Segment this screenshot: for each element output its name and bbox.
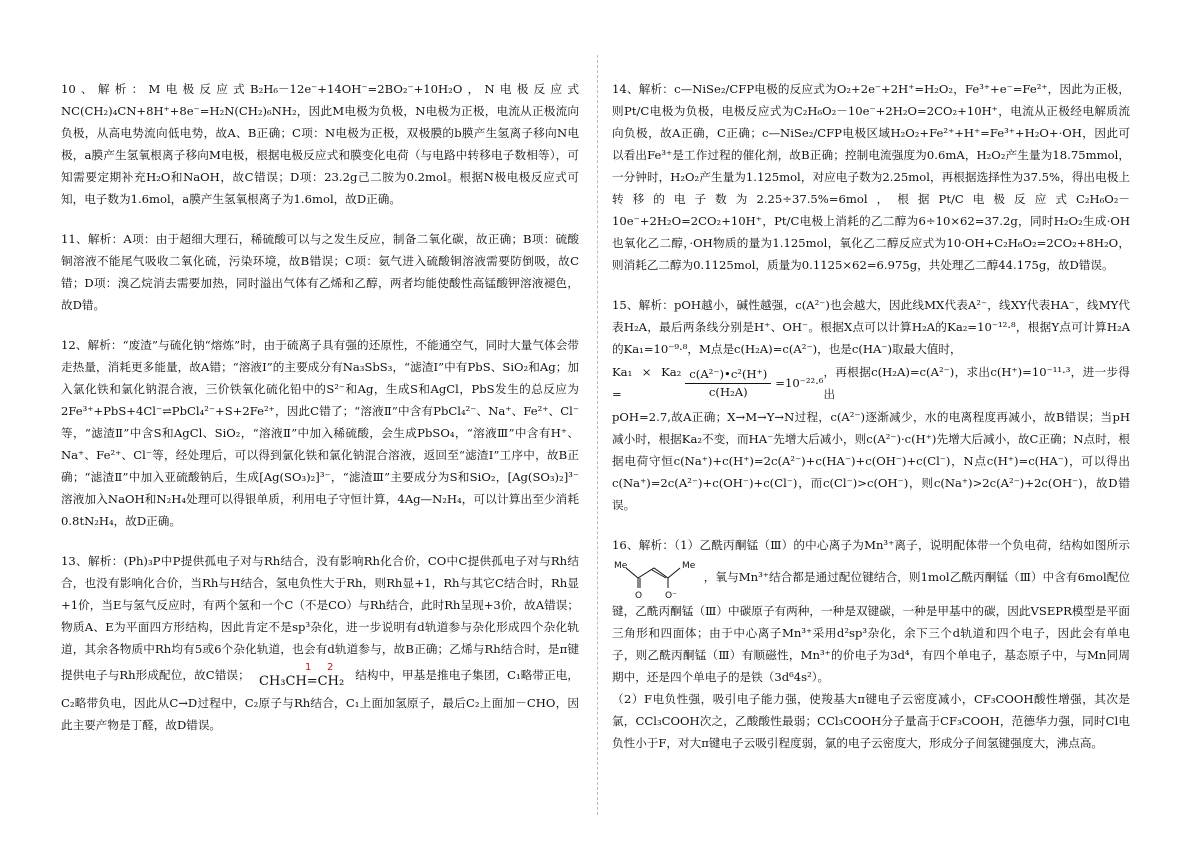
answer-16 (612, 534, 1130, 688)
methyl-label-left: Me (614, 561, 628, 571)
answer-13-part-b: 结构中，甲基是推电子集团，C₁略带正电，C₂略带负电，因此从C→D过程中，C₂原子与Rh结合，C₁上面加氢原子，最后C₂上面加－CHO，因此主要产物是丁醛，故D错误。 (61, 668, 580, 732)
answer-16-part-2: （2）F电负性强，吸引电子能力强，使羧基大π键电子云密度减小，CF₃COOH酸性增强，其次是氯，CCl₃COOH次之，乙酸酸性最弱；CCl₃COOH分子量高于CF₃COOH，范德华力强，同时Cl电负性小于F，对大π键电子云吸引程度弱，氯的电子云密度大，形成分子间氢键强度大，沸点高。 (612, 692, 1130, 750)
propene-structure (257, 660, 347, 692)
answer-16-part-b: ，氧与Mn³⁺结合都是通过配位键结合，则1mol乙酰丙酮锰（Ⅲ）中含有6mol配位键，乙酰丙酮锰（Ⅲ）中碳原子有两种，一种是双键碳，一种是甲基中的碳，因此VSEPR模型是平面三角形和四面体；由于中心离子Mn³⁺采用d²sp³杂化，余下三个d轨道和四个电子，因此会有单电子，则乙酰丙酮锰（Ⅲ）有顺磁性，Mn³⁺的价电子为3d⁴，有四个单电子，基态原子中，与Mn同周期中，还是四个单电子的是铁（3d⁶4s²）。 (612, 570, 1131, 684)
formula-fraction (685, 366, 771, 401)
ka-product-formula (612, 362, 1130, 404)
answer-16-part-a: 16、解析：（1）乙酰丙酮锰（Ⅲ）的中心离子为Mn³⁺离子，说明配体带一个负电荷，结构如图所示 (612, 538, 1130, 552)
carbon-label-2: 2 (327, 662, 334, 673)
answer-10: 10、解析：M电极反应式B₂H₆－12e⁻+14OH⁻=2BO₂⁻+10H₂O，N电极反应式NC(CH₂)₄CN+8H⁺+8e⁻=H₂N(CH₂)₆NH₂，因此M电极为负极，N电极为正极，电流从正极流向负极，从高电势流向低电势，故A、B正确；C项：N电极为正极，双极膜的b膜产生氢离子移向N电极，a膜产生氢氧根离子移向M电极，根据电极反应式和膜变化电荷（与电路中转移电子数相等），可知需要定期补充H₂O和NaOH，故C错误；D项：23.2g己二胺为0.2mol。根据N极电极反应式可知，电子数为1.6mol，a膜产生氢氧根离子为1.6mol，故D正确。 (61, 82, 579, 206)
acetylacetonate-structure (612, 556, 700, 600)
propene-formula: CH₃CH=CH₂ (259, 674, 345, 689)
answer-13 (61, 550, 579, 736)
answer-15-part-b: ，再根据c(H₂A)=c(A²⁻)，求出c(H⁺)=10⁻¹¹·³，进一步得出 (823, 365, 1130, 401)
column-divider (597, 55, 598, 815)
answer-12: 12、解析：“废渣”与硫化钠“熔炼”时，由于硫离子具有强的还原性，不能通空气，同时大量气体会带走热量，消耗更多能量，故A错；“溶液Ⅰ”的主要成分有Na₃SbS₃，“滤渣Ⅰ”中有PbS、SiO₂和Ag；加入氯化铁和氯化钠混合液，三价铁氧化硫化铅中的S²⁻和Ag，生成S和AgCl，PbS发生的总反应为2Fe³⁺+PbS+4Cl⁻⇌PbCl₄²⁻+S+2Fe²⁺，因此C错了；“溶液Ⅱ”中含有PbCl₄²⁻、Na⁺、Fe²⁺、Cl⁻等，“滤渣Ⅱ”中含S和AgCl、SiO₂，“溶液Ⅱ”中加入稀硫酸，会生成PbSO₄，“溶液Ⅲ”中含有H⁺、Na⁺、Fe²⁺、Cl⁻等，经处理后，可以得到氯化铁和氯化钠混合溶液，返回至“滤渣Ⅰ”工序中，故B正确；“滤渣Ⅱ”中加入亚硫酸钠后，生成[Ag(SO₃)₂]³⁻，“滤渣Ⅲ”主要成分为S和SiO₂，[Ag(SO₃)₂]³⁻溶液加入NaOH和N₂H₄处理可以得银单质，利用电子守恒计算，4Ag—N₂H₄，可以计算出至少消耗0.8tN₂H₄，故D正确。 (61, 338, 579, 528)
answer-15-part-a: 15、解析：pOH越小，碱性越强，c(A²⁻)也会越大，因此线MX代表A²⁻，线XY代表HA⁻，线MY代表H₂A，最后两条线分别是H⁺、OH⁻。根据X点可以计算H₂A的Ka₂=10⁻¹²·⁸，根据Y点可计算H₂A的Ka₁=10⁻⁹·⁸，M点是c(H₂A)=c(A²⁻)，也是c(HA⁻)取最大值时， (612, 298, 1130, 356)
carbon-chain (626, 568, 680, 578)
formula-left: Ka₁ × Ka₂ = (612, 365, 682, 401)
answer-14: 14、解析：c—NiSe₂/CFP电极的反应式为O₂+2e⁻+2H⁺=H₂O₂，Fe³⁺+e⁻=Fe²⁺，因此为正极，则Pt/C电极为负极，电极反应式为C₂H₆O₂－10e⁻+2H₂O=2CO₂+10H⁺，电流从正极经电解质流向负极，故A正确，C正确；c—NiSe₂/CFP电极区域H₂O₂+Fe²⁺+H⁺=Fe³⁺+H₂O+·OH，因此可以看出Fe³⁺是工作过程的催化剂，故B正确；控制电流强度为0.6mA，H₂O₂产生量为18.75mmol，一分钟时，H₂O₂产生量为1.125mol，对应电子数为2.25mol，再根据选择性为37.5%，得出电极上转移的电子数为2.25÷37.5%=6mol，根据Pt/C电极反应式C₂H₆O₂－10e⁻+2H₂O=2CO₂+10H⁺，Pt/C电极上消耗的乙二醇为6÷10×62=37.2g，同时H₂O₂生成·OH也氧化乙二醇，·OH物质的量为1.125mol，氧化乙二醇反应式为10·OH+C₂H₆O₂=2CO₂+8H₂O，则消耗乙二醇为0.1125mol，质量为0.1125×62=6.975g，共处理乙二醇44.175g，故D错误。 (612, 82, 1130, 272)
methyl-label-right: Me (682, 561, 696, 571)
carbon-label-1: 1 (305, 662, 312, 673)
answer-11: 11、解析：A项：由于超细大理石，稀硫酸可以与之发生反应，制备二氧化碳，故正确；B项：硫酸铜溶液不能尾气吸收二氧化硫，污染环境，故B错误；C项：氨气进入硫酸铜溶液需要防倒吸，故C错；D项：溴乙烷消去需要加热，同时溢出气体有乙烯和乙醇，两者均能使酸性高锰酸钾溶液褪色，故D错。 (61, 232, 579, 312)
formula-denominator: c(H₂A) (708, 384, 748, 399)
oxygen-label-left: O (635, 591, 643, 600)
left-column (61, 78, 579, 754)
formula-numerator: c(A²⁻)•c²(H⁺) (685, 366, 771, 384)
right-column (612, 78, 1130, 772)
oxygen-label-right: O⁻ (665, 591, 677, 600)
answer-13-part-a: 13、解析：(Ph)₃P中P提供孤电子对与Rh结合，没有影响Rh化合价，CO中C提供孤电子对与Rh结合，也没有影响化合价，当Rh与H结合，氢电负性大于Rh，则Rh显+1，Rh与其它C结合时，Rh显+1价，当E与氢气反应时，有两个氢和一个C（不是CO）与Rh结合，此时Rh呈现+3价，故A错误；物质A、E为平面四方形结构，因此肯定不是sp³杂化，进一步说明有d轨道参与杂化形成四个杂化轨道，其余各物质中Rh均有5或6个杂化轨道，也会有d轨道参与，故B正确；乙烯与Rh结合时，是π键提供电子与Rh形成配位，故C错误； (61, 554, 579, 682)
formula-right: =10⁻²²·⁶ (775, 376, 824, 390)
answer-15-part-c: pOH=2.7,故A正确；X→M→Y→N过程，c(A²⁻)逐渐减少，水的电离程度再减小，故B错误；当pH减小时，根据Ka₂不变，而HA⁻先增大后减小，则c(A²⁻)·c(H⁺)先增大后减小，故C正确；N点时，根据电荷守恒c(Na⁺)+c(H⁺)=2c(A²⁻)+c(HA⁻)+c(OH⁻)+c(Cl⁻)，N点c(H⁺)=c(HA⁻)，可以得出c(Na⁺)=2c(A²⁻)+c(OH⁻)+c(Cl⁻)，而c(Cl⁻)>c(OH⁻)，则c(Na⁺)>2c(A²⁻)+2c(OH⁻)，故D错误。 (612, 410, 1130, 512)
